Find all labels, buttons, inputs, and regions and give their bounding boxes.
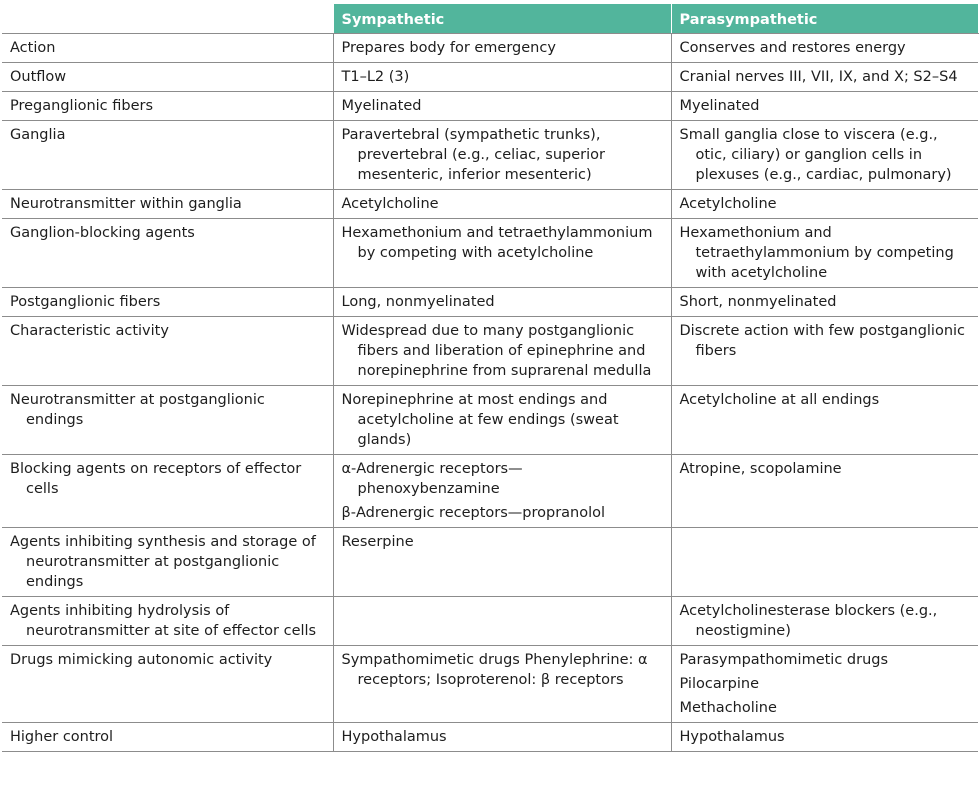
row-label: Ganglia [10,127,66,143]
sympathetic-cell [333,317,671,386]
sympathetic-text: Hexamethonium and tetraethylammonium by competing with acetylcholine [341,225,653,261]
sympathetic-cell [333,92,671,121]
sympathetic-text: Prepares body for emergency [341,40,556,56]
row-label: Ganglion-blocking agents [10,225,195,241]
parasympathetic-cell [671,646,978,723]
table-row [2,121,978,190]
parasympathetic-cell [671,597,978,646]
row-label-cell [2,121,333,190]
parasympathetic-text: Short, nonmyelinated [679,294,837,310]
parasympathetic-text: Myelinated [679,98,760,114]
row-label-cell [2,455,333,528]
parasympathetic-cell [671,288,978,317]
parasympathetic-cell [671,723,978,752]
row-label-cell [2,317,333,386]
row-label: Blocking agents on receptors of effector cells [10,461,302,497]
parasympathetic-text: Small ganglia close to viscera (e.g., otic, ciliary) or ganglion cells in plexuses (e.g., cardiac, pulmonary) [679,127,952,183]
row-label: Postganglionic fibers [10,294,161,310]
parasympathetic-cell [671,34,978,63]
table-row [2,386,978,455]
table-row [2,723,978,752]
parasympathetic-text: Cranial nerves III, VII, IX, and X; S2–S4 [679,69,958,85]
row-label: Neurotransmitter at postganglionic endings [10,392,265,428]
parasympathetic-text: Acetylcholine at all endings [679,392,880,408]
parasympathetic-text: Parasympathomimetic drugs [679,652,889,668]
parasympathetic-cell [671,92,978,121]
parasympathetic-cell [671,190,978,219]
sympathetic-text: Paravertebral (sympathetic trunks), prevertebral (e.g., celiac, superior mesenteric, inferior mesenteric) [341,127,605,183]
sympathetic-text: Widespread due to many postganglionic fibers and liberation of epinephrine and norepinephrine from suprarenal medulla [341,323,652,379]
table-row [2,34,978,63]
sympathetic-text: β-Adrenergic receptors—propranolol [341,505,606,521]
sympathetic-cell [333,288,671,317]
row-label-cell [2,386,333,455]
sympathetic-text: Myelinated [341,98,422,114]
row-label: Neurotransmitter within ganglia [10,196,242,212]
sympathetic-text: T1–L2 (3) [341,69,410,85]
row-label: Higher control [10,729,114,745]
parasympathetic-text: Acetylcholine [679,196,777,212]
sympathetic-cell [333,63,671,92]
parasympathetic-text: Discrete action with few postganglionic fibers [679,323,966,359]
row-label: Agents inhibiting synthesis and storage of neurotransmitter at postganglionic endings [10,534,316,590]
row-label-cell [2,723,333,752]
table-row [2,455,978,528]
parasympathetic-text: Pilocarpine [679,676,760,692]
header-parasympathetic: Parasympathetic [671,4,978,34]
row-label-cell [2,63,333,92]
table-row [2,92,978,121]
sympathetic-text: Long, nonmyelinated [341,294,495,310]
table-row [2,63,978,92]
table-body [2,34,978,752]
sympathetic-cell [333,190,671,219]
sympathetic-text: Acetylcholine [341,196,439,212]
parasympathetic-text: Hexamethonium and tetraethylammonium by competing with acetylcholine [679,225,954,281]
comparison-table [2,4,979,752]
sympathetic-cell [333,528,671,597]
sympathetic-text: Hypothalamus [341,729,447,745]
table-row [2,646,978,723]
row-label: Characteristic activity [10,323,169,339]
parasympathetic-cell [671,317,978,386]
parasympathetic-cell [671,219,978,288]
sympathetic-cell [333,121,671,190]
sympathetic-text: Reserpine [341,534,414,550]
header-sympathetic: Sympathetic [333,4,671,34]
parasympathetic-text: Atropine, scopolamine [679,461,842,477]
table-row [2,317,978,386]
parasympathetic-cell [671,386,978,455]
row-label-cell [2,288,333,317]
row-label-cell [2,597,333,646]
table-row [2,528,978,597]
parasympathetic-text: Hypothalamus [679,729,785,745]
parasympathetic-text: Conserves and restores energy [679,40,906,56]
row-label-cell [2,190,333,219]
table-row [2,219,978,288]
row-label-cell [2,92,333,121]
row-label-cell [2,646,333,723]
row-label-cell [2,219,333,288]
sympathetic-cell [333,219,671,288]
row-label: Action [10,40,56,56]
parasympathetic-cell [671,528,978,597]
sympathetic-cell [333,646,671,723]
header-row [2,4,978,34]
sympathetic-cell [333,386,671,455]
sympathetic-text: Sympathomimetic drugs Phenylephrine: α receptors; Isoproterenol: β receptors [341,652,648,688]
row-label: Agents inhibiting hydrolysis of neurotransmitter at site of effector cells [10,603,317,639]
row-label-cell [2,34,333,63]
row-label: Outflow [10,69,67,85]
header-blank [2,4,333,34]
sympathetic-cell [333,455,671,528]
table-row [2,597,978,646]
row-label: Drugs mimicking autonomic activity [10,652,273,668]
sympathetic-cell [333,597,671,646]
table-row [2,288,978,317]
sympathetic-text: α-Adrenergic receptors—phenoxybenzamine [341,461,523,497]
table-header [2,4,978,34]
sympathetic-text: Norepinephrine at most endings and acetylcholine at few endings (sweat glands) [341,392,619,448]
parasympathetic-cell [671,455,978,528]
sympathetic-cell [333,723,671,752]
sympathetic-cell [333,34,671,63]
parasympathetic-cell [671,121,978,190]
table-row [2,190,978,219]
row-label-cell [2,528,333,597]
row-label: Preganglionic fibers [10,98,154,114]
parasympathetic-text: Acetylcholinesterase blockers (e.g., neostigmine) [679,603,938,639]
parasympathetic-text: Methacholine [679,700,777,716]
parasympathetic-cell [671,63,978,92]
